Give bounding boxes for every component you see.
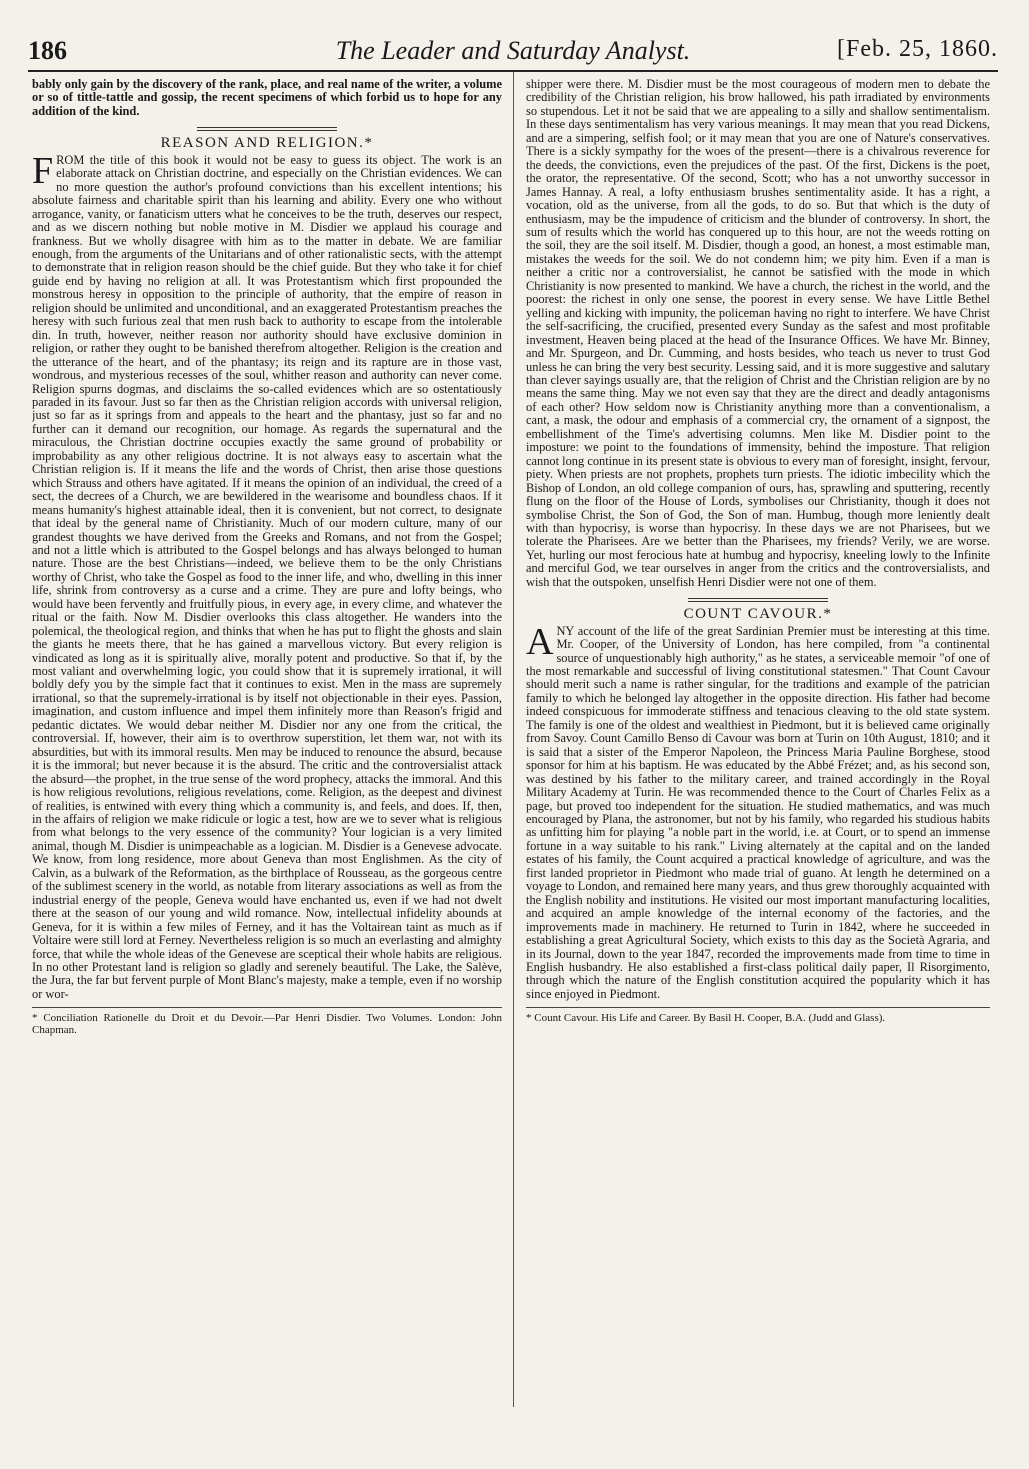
- article-paragraph: NY account of the life of the great Sardinian Premier must be interesting at this time. Mr. Cooper, of the University of London, has here compiled, from "a continental source of unquestionably high authority," as he states, a serviceable memoir "of one of the most remarkable and successful of living constitutional statesmen." That Count Cavour should merit such a name is rather singular, for the traditions and example of the patrician family to which he belonged lay altogether in the opposite direction. His father had become indeed conspicuous for immoderate stiffness and tenacious cleaving to the old state system. The family is one of the oldest and wealthiest in Piedmont, but it is believed came originally from Savoy. Count Camillo Benso di Cavour was born at Turin on 10th August, 1810; and it is said that a sister of the Emperor Napoleon, the Princess Maria Pauline Borghese, stood sponsor for him at his baptism. He was educated by the Abbé Frézet; and, as his second son, was destined by his father to the military career, and trained accordingly in the Royal Military Academy at Turin. He was recommended thence to the Court of Charles Felix as a page, but proved too independent for the situation. He studied mathematics, and was much encouraged by Plana, the astronomer, but not by his family, who regarded his studious habits as unfitting him for playing "a noble part in the world, i.e. at Court, or to spend an immense fortune in a way suitable to his rank." Living alternately at the capital and on the landed estates of his family, the Count acquired a practical knowledge of agriculture, and was the first landed proprietor in Piedmont who made trial of guano. At length he determined on a voyage to London, and remained here many years, and thus grew thoroughly acquainted with the English nobility and institutions. He visited our most important manufacturing localities, and acquired an ample knowledge of the internal economy of the factories, and the improvements made in machinery. He returned to Turin in 1842, where he succeeded in establishing a great Agricultural Society, which exists to this day as the Società Agraria, and in its Journal, down to the year 1847, recorded the improvements made from time to time in English husbandry. He also established a first-class political daily paper, Il Risorgimento, through which the nature of the English constitution acquired the popularity which it has since enjoyed in Piedmont.: [526, 623, 990, 1001]
- drop-cap: A: [526, 620, 554, 663]
- article-body-count-cavour: [526, 620, 990, 1002]
- issue-date: [Feb. 25, 1860.: [837, 36, 998, 62]
- article-separator: [197, 127, 337, 131]
- publication-title: The Leader and Saturday Analyst.: [335, 36, 691, 65]
- article-title-count-cavour: COUNT CAVOUR.*: [683, 606, 833, 623]
- left-column: [32, 78, 502, 1438]
- footnote: * Conciliation Rationelle du Droit et du Devoir.—Par Henri Disdier. Two Volumes. London: John Chapman.: [32, 1007, 502, 1036]
- right-column: [526, 78, 990, 1438]
- column-divider: [513, 72, 514, 1407]
- article-separator: [688, 598, 828, 602]
- page-number: 186: [28, 36, 67, 65]
- article-paragraph: ROM the title of this book it would not be easy to guess its object. The work is an elaborate attack on Christian doctrine, and especially on the Christian evidences. We can no more question the author's profound convictions than his excellent intentions; his absolute fairness and charitable spirit than his learning and ability. Every one who without arrogance, vanity, or fanaticism utters what he conceives to be the truth, deserves our respect, and as we discern nothing but noble motive in M. Disdier we applaud his courage and frankness. But we wholly disagree with him as to the matter in debate. We are familiar enough, from the arguments of the Unitarians and of other rationalistic sects, with the attempt to demonstrate that in religion reason should be the chief guide. But they who take it for chief guide end by having no religion at all. It was Protestantism which first propounded the monstrous heresy in opposition to the principle of authority, that the empire of reason in religion should be unlimited and unconditional, and an exaggerated Protestantism preaches the heresy with such furious zeal that men rush back to authority to escape from the intolerable din. In truth, however, neither reason nor authority should have exclusive dominion in religion, or rather they ought to be banished therefrom altogether. Religion is the creation and the utterance of the heart, and of the phantasy; its reign and its rapture are in those vast, wondrous, and mysterious recesses of the soul, whither reason and authority can never come. Religion spurns dogmas, and disclaims the so-called evidences which are so ostentatiously paraded in its favour. Just so far then as the Christian religion accords with universal religion, just so far as it springs from and appeals to the heart and the phantasy, just so far and no further can it demand our recognition, our homage. As regards the supernatural and the miraculous, the Christian doctrine occupies exactly the same ground of probability or improbability as any other religious doctrine. It is not always easy to ascertain what the Christian religion is. If it means the life and the words of Christ, then arise those questions which Strauss and others have agitated. If it means the opinion of an individual, the creed of a sect, the decrees of a Church, we are bewildered in the wearisome and boundless chaos. If it means humanity's highest attainable ideal, then it is convenient, but not correct, to designate that ideal by the general name of Christianity. Much of our modern culture, many of our grandest thoughts we have derived from the Greeks and Romans, and not from the Gospel; and not a little which is attributed to the Gospel belongs and has always belonged to human nature. Those are the best Christians—indeed, we believe them to be the only Christians worthy of Christ, who take the Gospel as food to the inner life, and who, dwelling in this inner life, shrink from controversy as a curse and a crime. They are pure and lofty beings, who would have been fervently and fruitfully pious, in every age, in every clime, and whatever the ritual or the faith. Now M. Disdier overlooks this class altogether. He wanders into the polemical, the theological region, and thinks that when he has put to flight the ghosts and slain the giants he meets there, that he has gained a marvellous victory. But every religion is vindicated as long as it is spiritually alive, morally potent and productive. So that if, by the most valiant and overwhelming logic, you could show that it is supremely irrational, it will boldly defy you by the simple fact that it continues to exist. Men in the mass are supremely irrational, so that the supremely-irrational is by itself not objectionable in their eyes. Passion, imagination, and custom influence and impel them infinitely more than Reason's frigid and pedantic dictates. We would debar neither M. Disdier nor any one from the critical, the controversial. If, however, their aim is to overthrow superstition, let them war, not with its absurdities, but with its immoral results. Men may be induced to renounce the absurd, because it is the immoral; but never because it is the absurd. The critic and the controversialist attack the absurd—the prophet, in the true sense of the word prophecy, attacks the immoral. And this is how religious revolutions, religious revelations, come. Religion, as the deepest and divinest of realities, is entwined with every thing which a community is, and feels, and does. If, then, in the affairs of religion we make ridicule or logic a test, how are we to sever what is religious from what belongs to the very essence of the community? Your logician is a very limited animal, though M. Disdier is unimpeachable as a logician. M. Disdier is a Genevese advocate. We know, from long residence, more about Geneva than most Englishmen. As the city of Calvin, as a bulwark of the Reformation, as the birthplace of Rousseau, as the gorgeous centre of the sublimest scenery in the world, as notable from literary associations as well as from the industrial energy of the people, Geneva would have enchanted us, even if we had not dwelt there at the season of our young and wild romance. Now, intellectual infidelity abounds at Geneva, for it is within a few miles of Ferney, and it has the Voltairean taint as much as if Voltaire were still lord at Ferney. Nevertheless religion is so much an everlasting and almighty force, that while the whole ideas of the Genevese are sceptical their whole habits are religious. In no other Protestant land is religion so gladly and serenely beautiful. The Lake, the Salève, the Jura, the far but fervent purple of Mont Blanc's majesty, make a temple, even if no worship or wor-: [32, 152, 502, 1001]
- drop-cap: F: [32, 149, 54, 192]
- footnote: * Count Cavour. His Life and Career. By Basil H. Cooper, B.A. (Judd and Glass).: [526, 1007, 990, 1024]
- previous-article-tail: bably only gain by the discovery of the rank, place, and real name of the writer, a volume or so of tittle-tattle and gossip, the recent specimens of which forbid us to hope for any addition of the kind.: [32, 78, 502, 118]
- article-body-reason-and-religion: [32, 149, 502, 1002]
- article-title-reason-and-religion: REASON AND RELIGION.*: [160, 135, 374, 152]
- article-continuation: shipper were there. M. Disdier must be the most courageous of modern men to debate the credibility of the Christian religion, his brow hallowed, his path irradiated by environments so stupendous. Let it not be said that we are appealing to a silly and shallow sentimentalism. In these days sentimentalism has very various meanings. It may mean that you read Dickens, and are a simpering, selfish fool; or it may mean that you are one of Nature's conservatives. There is a sickly sympathy for the woes of the present—there is a chivalrous reverence for the deeds, the convictions, even the prejudices of the past. Of the first, Dickens is the poet, the orator, the representative. Of the second, Scott; who has a not unworthy successor in James Hannay. A real, a lofty enthusiasm brushes sentimentality aside. It has a right, a vocation, old as the universe, from all the gods, to do so. But that which is the duty of enthusiasm, may be the impudence of criticism and the blunder of controversy. In short, the sum of results which the world has conquered up to this hour, are not the weeds rotting on the soil, they are the soil itself. M. Disdier, though a good, an honest, a most estimable man, mistakes the weeds for the soil. We do not condemn him; we pity him. Even if a man is neither a critic nor a controversialist, he cannot be satisfied with the mode in which Christianity is now presented to mankind. We have a church, the richest in the world, and the poorest: the richest in only one sense, the poorest in every sense. We have Little Bethel yelling and kicking with impunity, the policeman having no right to interfere. We have Christ the self-sacrificing, the crucified, presented every Sunday as the safest and most profitable investment, Heaven being placed at the head of the Insurance Offices. We have Mr. Binney, and Mr. Spurgeon, and Dr. Cumming, and hosts besides, who teach us never to trust God unless he can bring the very best security. Lessing said, and it is more suggestive and salutary than clever sayings usually are, that the religion of Christ and the Christian religion are by no means the same thing. May we not even say that they are the direct and deadly antagonisms of each other? How seldom now is Christianity anything more than a conventionalism, a cant, a mask, the odour and emphasis of a commercial cry, the ornament of a signpost, the embellishment of the Time's advertising columns. Men like M. Disdier point to the imposture: we point to the foundations of immensity, behind the imposture. That religion cannot long continue in its present state is obvious to every man of foresight, insight, fervour, piety. When priests are not prophets, prophets turn priests. The idiotic imbecility which the Bishop of London, an old college companion of ours, has, sprawling and sputtering, recently flung on the floor of the House of Lords, symbolises our Christianity, though it does not symbolise Christ, the Son of God, the Son of man. Humbug, though more leniently dealt with than hypocrisy, is worse than hypocrisy. In these days we are not Pharisees, but we tolerate the Pharisees. Are we better than the Pharisees, my friends? Verily, we are worse. Yet, hurling our most ferocious hate at humbug and hypocrisy, kneeling lowly to the Infinite and merciful God, we tear ourselves in anger from the critics and the controversialists, and wish that the outspoken, unselfish Henri Disdier were not one of them.: [526, 78, 990, 589]
- page-header: [28, 36, 998, 70]
